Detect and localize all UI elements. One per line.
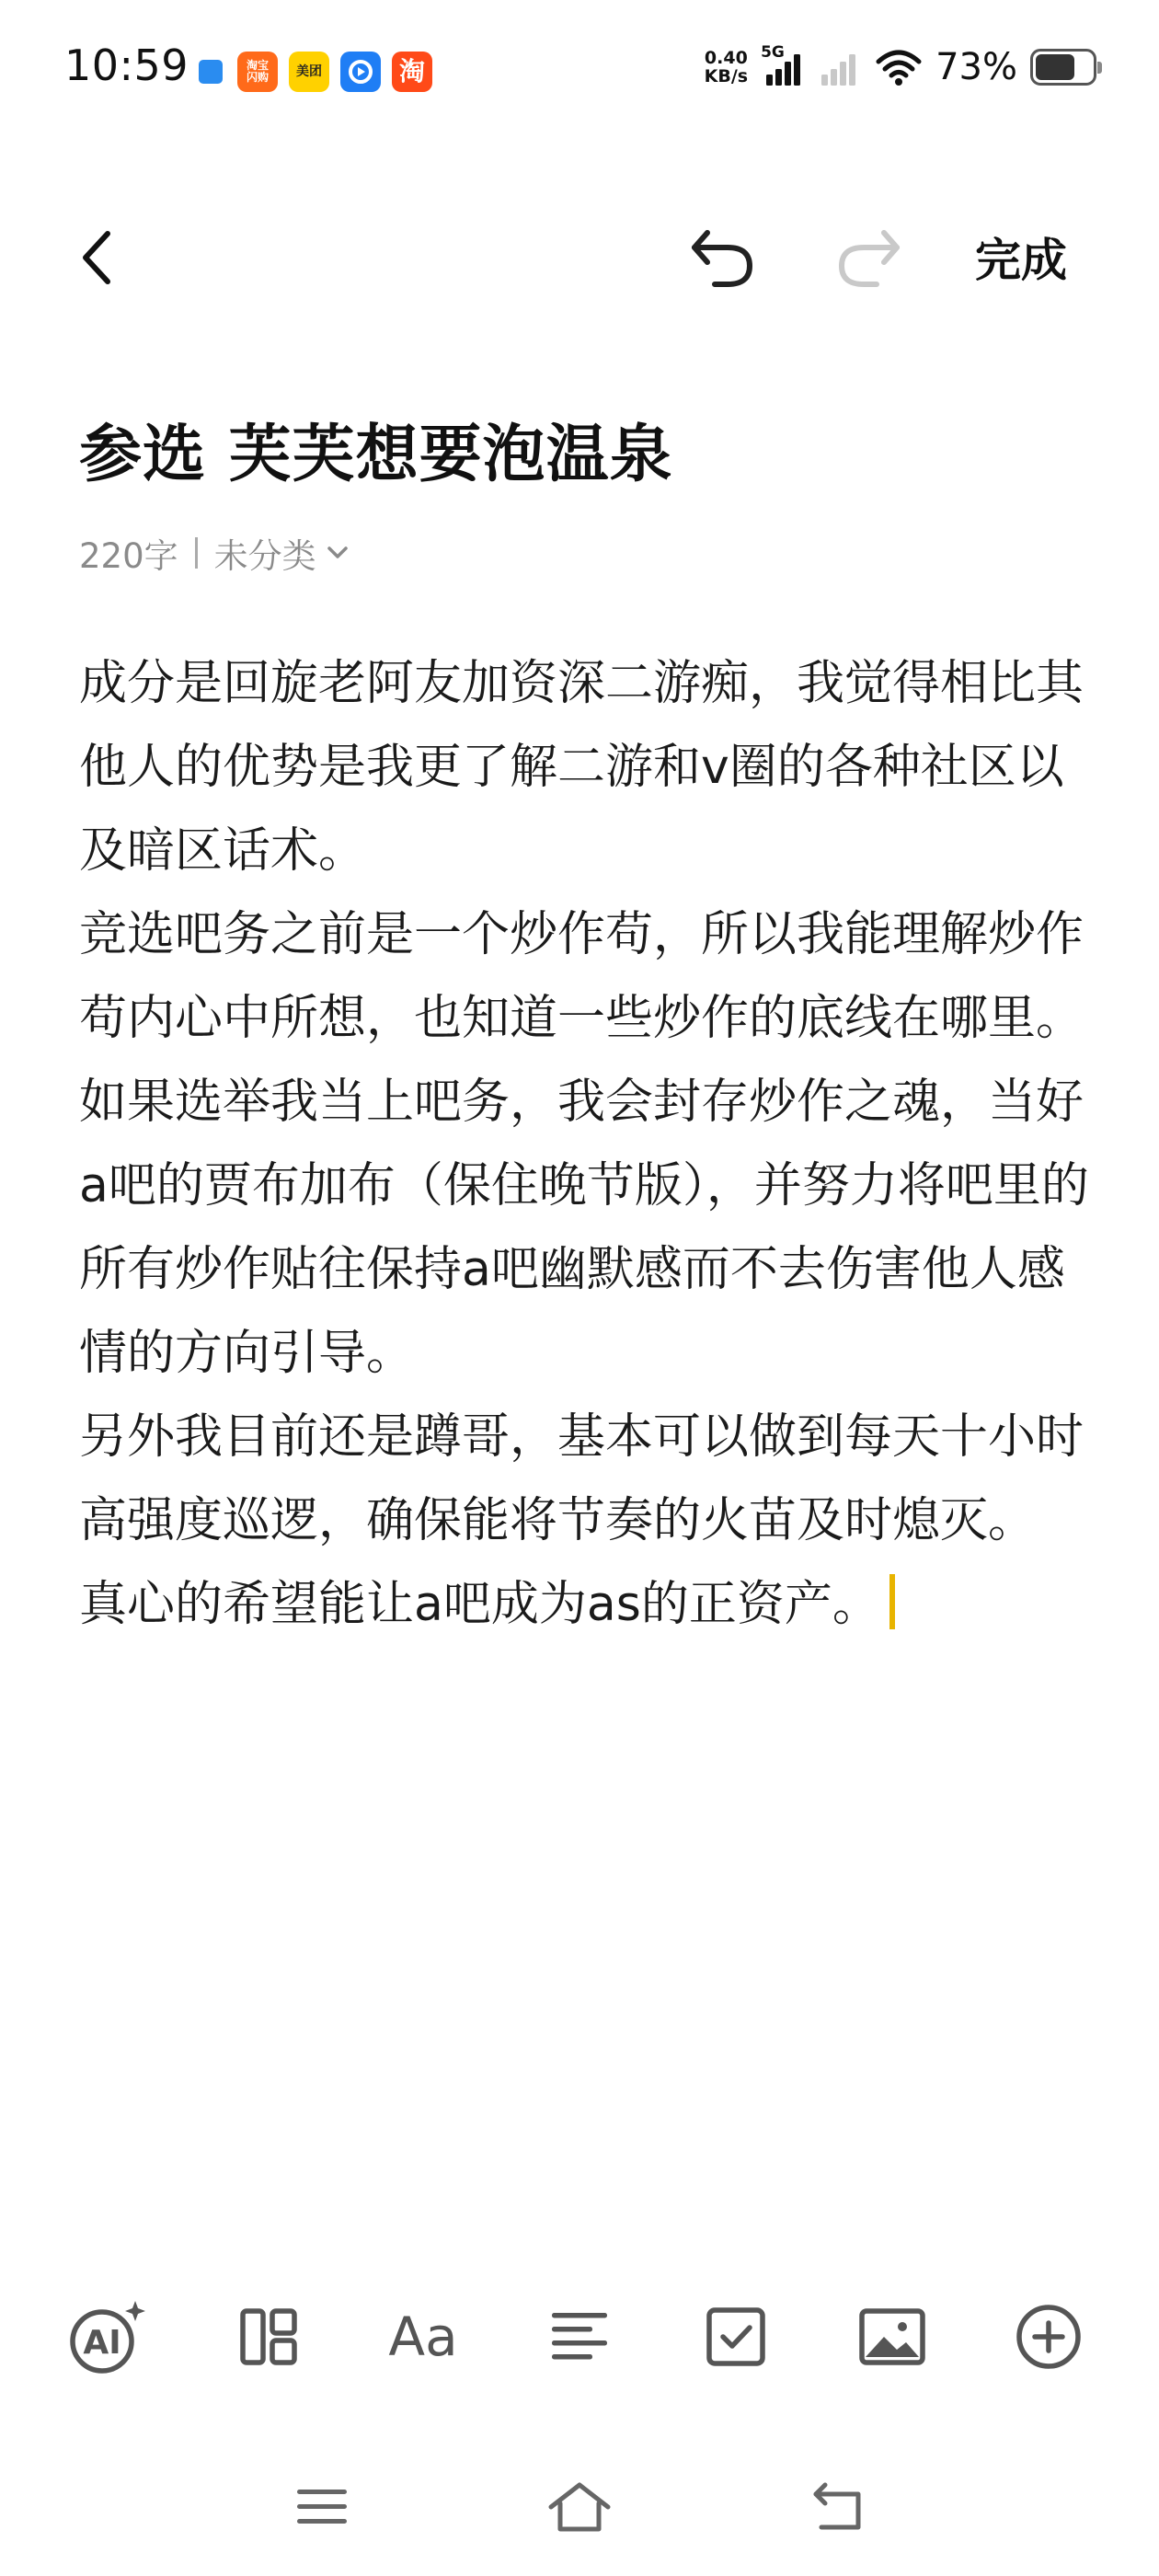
note-body-editor[interactable] — [79, 642, 1091, 1647]
svg-text:AI: AI — [83, 2324, 121, 2362]
blue-app-icon — [199, 60, 223, 84]
note-paragraph: 另外我目前还是蹲哥，基本可以做到每天十小时高强度巡逻，确保能将节奏的火苗及时熄灭。 — [79, 1409, 1084, 1548]
insert-image-button[interactable] — [846, 2291, 938, 2383]
signal-secondary-icon — [818, 47, 862, 87]
undo-button[interactable] — [681, 219, 763, 296]
align-left-icon — [550, 2309, 609, 2364]
image-icon — [858, 2307, 926, 2366]
note-meta — [79, 528, 350, 578]
back-arrow-icon — [810, 2481, 867, 2533]
menu-icon — [295, 2486, 349, 2528]
meta-divider — [195, 537, 198, 569]
blue-app2-icon — [340, 52, 381, 92]
undo-icon — [687, 225, 757, 290]
chevron-down-icon — [326, 544, 350, 562]
redo-icon — [834, 225, 904, 290]
chevron-left-icon — [78, 228, 115, 287]
back-button[interactable] — [64, 221, 129, 294]
layout-grid-icon — [238, 2306, 299, 2367]
note-title[interactable]: 参选 芙芙想要泡温泉 — [79, 419, 673, 491]
alignment-button[interactable] — [534, 2291, 625, 2383]
status-time: 10:59 — [64, 40, 189, 90]
note-paragraph: 如果选举我当上吧务，我会封存炒作之魂，当好a吧的贾布加布（保住晚节版），并努力将吧里的所有炒作贴往保持a吧幽默感而不去伤害他人感情的方向引导。 — [79, 1075, 1089, 1381]
ai-assistant-button[interactable] — [61, 2291, 153, 2383]
text-style-button[interactable] — [377, 2291, 469, 2383]
note-paragraph-last: 真心的希望能让a吧成为as的正资产。 — [79, 1563, 1091, 1647]
recents-button[interactable] — [276, 2466, 368, 2548]
checkbox-icon — [705, 2306, 767, 2368]
ai-sparkle-icon — [65, 2295, 148, 2378]
system-nav-bar — [0, 2466, 1159, 2548]
status-indicators — [704, 43, 1096, 88]
note-paragraph: 竞选吧务之前是一个炒作苟，所以我能理解炒作苟内心中所想，也知道一些炒作的底线在哪里。 — [79, 907, 1084, 1046]
signal-5g-icon: 5G — [761, 47, 805, 87]
checklist-button[interactable] — [690, 2291, 782, 2383]
editor-toolbar — [0, 202, 1159, 313]
meituan-icon: 美团 — [289, 52, 329, 92]
text-style-icon: Aa — [388, 2306, 458, 2368]
text-cursor — [889, 1574, 895, 1629]
done-button[interactable]: 完成 — [975, 224, 1067, 289]
category-dropdown[interactable] — [214, 528, 350, 578]
status-bar — [0, 0, 1159, 138]
battery-percent: 73% — [935, 46, 1017, 88]
back-nav-button[interactable] — [793, 2466, 885, 2548]
redo-button[interactable] — [828, 219, 911, 296]
category-label: 未分类 — [213, 536, 316, 576]
wifi-icon — [875, 47, 923, 87]
plus-circle-icon — [1015, 2303, 1083, 2371]
home-icon — [547, 2481, 612, 2533]
home-button[interactable] — [534, 2466, 625, 2548]
xianyu-icon: 淘宝 闪购 — [237, 52, 278, 92]
format-toolbar — [0, 2291, 1159, 2383]
battery-icon — [1030, 49, 1096, 86]
taobao-icon: 淘 — [392, 52, 432, 92]
insert-more-button[interactable] — [1003, 2291, 1095, 2383]
network-speed: 0.40 KB/s — [704, 48, 749, 86]
layout-template-button[interactable] — [223, 2291, 315, 2383]
battery-level-fill — [1036, 54, 1074, 80]
word-count: 220字 — [79, 536, 178, 576]
note-paragraph: 成分是回旋老阿友加资深二游痴，我觉得相比其他人的优势是我更了解二游和v圈的各种社区以及暗区话术。 — [79, 656, 1084, 879]
notification-app-icons — [195, 52, 432, 92]
